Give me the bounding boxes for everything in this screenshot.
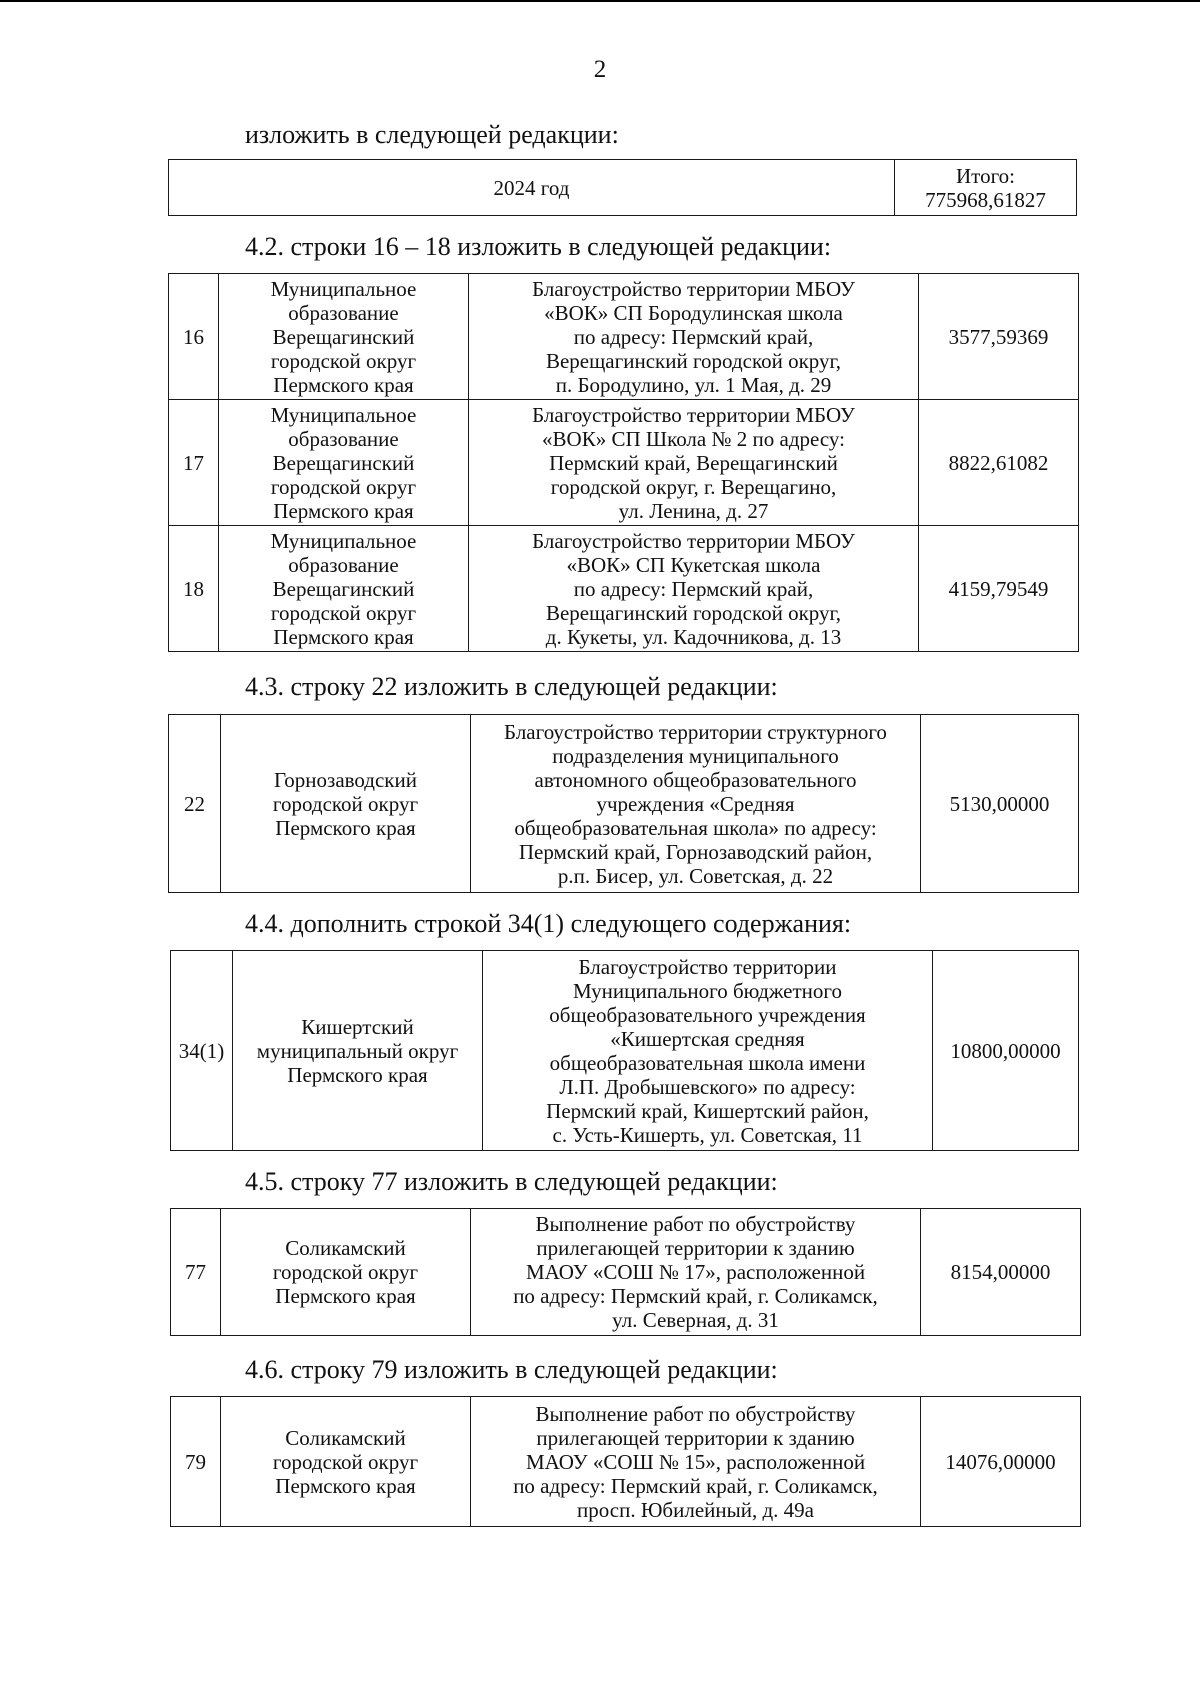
description-line: ул. Северная, д. 31 — [612, 1308, 779, 1332]
row-79-table — [170, 1396, 1081, 1527]
description-line: п. Бородулино, ул. 1 Мая, д. 29 — [555, 372, 832, 397]
year-label: 2024 год — [493, 175, 570, 200]
section-heading-4-5: 4.5. строку 77 изложить в следующей редакции: — [245, 1167, 778, 1196]
municipality-line: городской округ — [270, 474, 417, 499]
description-line: подразделения муниципального — [552, 743, 839, 768]
table-row — [171, 951, 1079, 1151]
description-line: р.п. Бисер, ул. Советская, д. 22 — [557, 863, 834, 888]
table-row — [169, 400, 1079, 526]
municipality-line: городской округ — [272, 1260, 419, 1284]
description-cell — [469, 274, 919, 400]
description-line: Пермский край, Верещагинский — [549, 450, 838, 475]
section-heading-4-6: 4.6. строку 79 изложить в следующей редакции: — [245, 1355, 778, 1384]
municipality-line: Пермского края — [287, 1062, 428, 1087]
municipality-cell — [221, 1397, 471, 1527]
total-row — [169, 160, 1077, 216]
description-line: автономного общеобразовательного — [534, 767, 857, 792]
description-line: городской округ, г. Верещагино, — [550, 474, 837, 499]
description-line: Верещагинский городской округ, — [545, 600, 841, 625]
table-row — [171, 1397, 1081, 1527]
municipality-line: Муниципальное — [270, 276, 417, 301]
municipality-line: городской округ — [270, 348, 417, 373]
description-line: общеобразовательного учреждения — [549, 1002, 866, 1027]
description-cell — [483, 951, 933, 1151]
municipality-line: Соликамский — [285, 1236, 406, 1260]
description-line: Пермский край, Горнозаводский район, — [518, 839, 873, 864]
municipality-line: Пермского края — [275, 1284, 416, 1308]
description-cell — [471, 715, 921, 893]
section-heading-4-2: 4.2. строки 16 – 18 изложить в следующей редакции: — [245, 232, 832, 261]
row-number: 18 — [169, 526, 219, 652]
amount-cell: 3577,59369 — [919, 274, 1079, 400]
page-number: 2 — [593, 56, 607, 83]
description-line: общеобразовательная школа» по адресу: — [514, 815, 877, 840]
table-row — [169, 274, 1079, 400]
description-line: ул. Ленина, д. 27 — [618, 498, 769, 523]
amount-cell: 10800,00000 — [933, 951, 1079, 1151]
description-line: МАОУ «СОШ № 15», расположенной — [525, 1449, 866, 1474]
municipality-cell — [219, 400, 469, 526]
municipality-line: Верещагинский — [272, 450, 415, 475]
description-cell — [471, 1209, 921, 1336]
municipality-cell — [219, 274, 469, 400]
municipality-line: Пермского края — [275, 815, 416, 840]
description-line: просп. Юбилейный, д. 49а — [577, 1497, 814, 1522]
row-22-table — [168, 714, 1079, 893]
page-top-edge — [0, 0, 1200, 2]
description-line: Благоустройство территории структурного — [504, 719, 887, 744]
description-line: «ВОК» СП Кукетская школа — [566, 552, 821, 577]
row-number: 34(1) — [171, 951, 233, 1151]
municipality-cell — [221, 1209, 471, 1336]
row-number: 22 — [169, 715, 221, 893]
description-line: «ВОК» СП Школа № 2 по адресу: — [542, 426, 845, 451]
municipality-line: Пермского края — [273, 372, 414, 397]
description-cell — [469, 526, 919, 652]
municipality-line: городской округ — [270, 600, 417, 625]
municipality-cell — [219, 526, 469, 652]
municipality-line: Соликамский — [285, 1425, 406, 1450]
municipality-line: Пермского края — [275, 1473, 416, 1498]
row-77-table — [170, 1208, 1081, 1336]
description-line: по адресу: Пермский край, — [573, 576, 814, 601]
description-line: с. Усть-Кишерть, ул. Советская, 11 — [552, 1122, 863, 1147]
section-heading-4-4: 4.4. дополнить строкой 34(1) следующего содержания: — [245, 909, 852, 938]
municipality-line: муниципальный округ — [256, 1038, 459, 1063]
description-line: Благоустройство территории МБОУ — [532, 276, 855, 301]
description-line: по адресу: Пермский край, — [573, 324, 814, 349]
description-line: по адресу: Пермский край, г. Соликамск, — [513, 1284, 878, 1308]
description-line: общеобразовательная школа имени — [549, 1050, 866, 1075]
municipality-line: городской округ — [272, 791, 419, 816]
total-label: Итого: — [956, 163, 1015, 188]
municipality-line: Муниципальное — [270, 528, 417, 553]
row-number: 79 — [171, 1397, 221, 1527]
description-line: Благоустройство территории МБОУ — [532, 528, 855, 553]
municipality-line: городской округ — [272, 1449, 419, 1474]
description-cell — [469, 400, 919, 526]
municipality-cell — [221, 715, 471, 893]
description-line: Благоустройство территории — [578, 954, 837, 979]
total-value: 775968,61827 — [925, 187, 1046, 212]
municipality-line: Горнозаводский — [273, 767, 417, 792]
intro-text: изложить в следующей редакции: — [245, 120, 619, 149]
description-line: Л.П. Дробышевского» по адресу: — [559, 1074, 856, 1099]
description-line: Выполнение работ по обустройству — [535, 1212, 856, 1236]
municipality-line: Муниципальное — [270, 402, 417, 427]
description-line: МАОУ «СОШ № 17», расположенной — [525, 1260, 866, 1284]
description-line: Выполнение работ по обустройству — [535, 1401, 856, 1426]
amount-cell: 8822,61082 — [919, 400, 1079, 526]
municipality-line: образование — [288, 300, 399, 325]
description-line: Пермский край, Кишертский район, — [546, 1098, 869, 1123]
municipality-line: Пермского края — [273, 498, 414, 523]
total-table — [168, 159, 1077, 216]
section-heading-4-3: 4.3. строку 22 изложить в следующей редакции: — [245, 672, 778, 701]
row-number: 16 — [169, 274, 219, 400]
year-cell — [169, 160, 895, 216]
amount-cell: 5130,00000 — [921, 715, 1079, 893]
table-row — [171, 1209, 1081, 1336]
description-line: учреждения «Средняя — [596, 791, 795, 816]
municipality-line: Кишертский — [301, 1014, 414, 1039]
description-line: Муниципального бюджетного — [572, 978, 843, 1003]
description-line: прилегающей территории к зданию — [536, 1236, 855, 1260]
description-line: «ВОК» СП Бородулинская школа — [544, 300, 843, 325]
description-line: прилегающей территории к зданию — [536, 1425, 855, 1450]
municipality-line: Пермского края — [273, 624, 414, 649]
municipality-cell — [233, 951, 483, 1151]
amount-cell: 14076,00000 — [921, 1397, 1081, 1527]
municipality-line: Верещагинский — [272, 324, 415, 349]
municipality-line: Верещагинский — [272, 576, 415, 601]
row-number: 17 — [169, 400, 219, 526]
amount-cell: 8154,00000 — [921, 1209, 1081, 1336]
table-row — [169, 715, 1079, 893]
description-line: д. Кукеты, ул. Кадочникова, д. 13 — [545, 624, 842, 649]
table-row — [169, 526, 1079, 652]
rows-16-18-table — [168, 273, 1079, 652]
description-line: Благоустройство территории МБОУ — [532, 402, 855, 427]
row-34-1-table — [170, 950, 1079, 1151]
municipality-line: образование — [288, 426, 399, 451]
description-line: «Кишертская средняя — [610, 1026, 805, 1051]
description-cell — [471, 1397, 921, 1527]
total-cell — [895, 160, 1077, 216]
row-number: 77 — [171, 1209, 221, 1336]
description-line: по адресу: Пермский край, г. Соликамск, — [513, 1473, 878, 1498]
municipality-line: образование — [288, 552, 399, 577]
amount-cell: 4159,79549 — [919, 526, 1079, 652]
description-line: Верещагинский городской округ, — [545, 348, 841, 373]
